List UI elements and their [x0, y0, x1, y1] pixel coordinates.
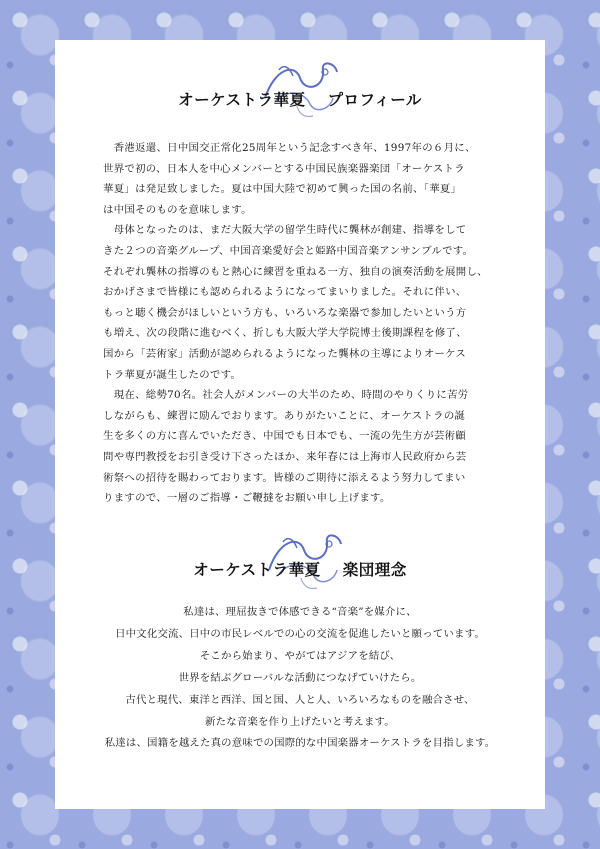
philosophy-title-sub: 楽団理念	[342, 560, 407, 579]
content-panel	[55, 40, 545, 809]
profile-line: 現在、総勢70名。社会人がメンバーの大半のため、時間のやりくりに苦労	[103, 389, 469, 402]
philosophy-line: 日中文化交流、日中の市民レベルでの心の交流を促進したいと願っています。	[115, 627, 485, 640]
philosophy-heading	[55, 558, 545, 580]
profile-line: おかげさまで皆様にも認められるようになってまいりました。それに伴い、	[103, 286, 467, 299]
philosophy-line: 世界を結ぶグローバルな活動につなげていけたら。	[178, 671, 422, 684]
philosophy-title-main: オーケストラ華夏	[193, 560, 321, 579]
philosophy-line: そこから始まり、やがてはアジアを結び、	[199, 649, 401, 662]
profile-line: もっと聴く機会がほしいという方も、いろいろな楽器で参加したいという方	[103, 306, 467, 319]
profile-line: トラ華夏が誕生したのです。	[103, 368, 242, 381]
profile-line: しながらも、練習に励んでおります。ありがたいことに、オーケストラの誕	[103, 409, 466, 422]
dragon-ornament-icon	[255, 58, 345, 120]
profile-line: も増え、次の段階に進むべく、折しも大阪大学大学院博士後期課程を修了、	[103, 327, 467, 340]
profile-line: 生を多くの方に喜んでいただき、中国でも日本でも、一流の先生方が芸術顧	[103, 430, 467, 443]
philosophy-line: 私達は、理屈抜きで体感できる“音楽”を媒介に、	[183, 606, 417, 618]
philosophy-line: 私達は、国籍を越えた真の意味での国際的な中国楽器オーケストラを目指します。	[104, 737, 496, 750]
profile-title-sub: プロフィール	[327, 90, 422, 109]
profile-line: 香港返還、日中国交正常化25周年という記念すべき年、1997年の６月に、	[103, 142, 476, 154]
profile-line: りますので、一層のご指導・ご鞭撻をお願い申し上げます。	[103, 492, 391, 505]
profile-line: は中国そのものを意味します。	[103, 203, 252, 216]
profile-line: 華夏」は発足致しました。夏は中国大陸で初めて興った国の名前、「華夏」	[103, 183, 462, 196]
philosophy-line: 古代と現代、東洋と西洋、国と国、人と人、いろいろなものを融合させ、	[125, 693, 475, 706]
profile-line: 母体となったのは、まだ大阪大学の留学生時代に龔林が創建、指導をして	[103, 224, 467, 237]
philosophy-body	[75, 602, 525, 755]
profile-body	[103, 138, 497, 509]
philosophy-line: 新たな音楽を作り上げたいと考えます。	[205, 715, 395, 728]
profile-heading	[55, 88, 545, 110]
profile-line: それぞれ龔林の指導のもと熱心に練習を重ねる一方、独自の演奏活動を展開し、	[103, 265, 488, 278]
profile-line: きた２つの音楽グループ、中国音楽愛好会と姫路中国音楽アンサンブルです。	[103, 244, 474, 257]
profile-line: 国から「芸術家」活動が認められるようになった龔林の主導によりオーケス	[103, 347, 467, 360]
profile-line: 問や専門教授をお引き受け下さったほか、来年春には上海市人民政府から芸	[103, 450, 467, 463]
profile-title-main: オーケストラ華夏	[178, 90, 306, 109]
profile-line: 術祭への招待を賜わっております。皆様のご期待に添えるよう努力してまい	[103, 471, 466, 484]
profile-line: 世界で初の、日本人を中心メンバーとする中国民族楽器楽団「オーケストラ	[103, 162, 465, 175]
